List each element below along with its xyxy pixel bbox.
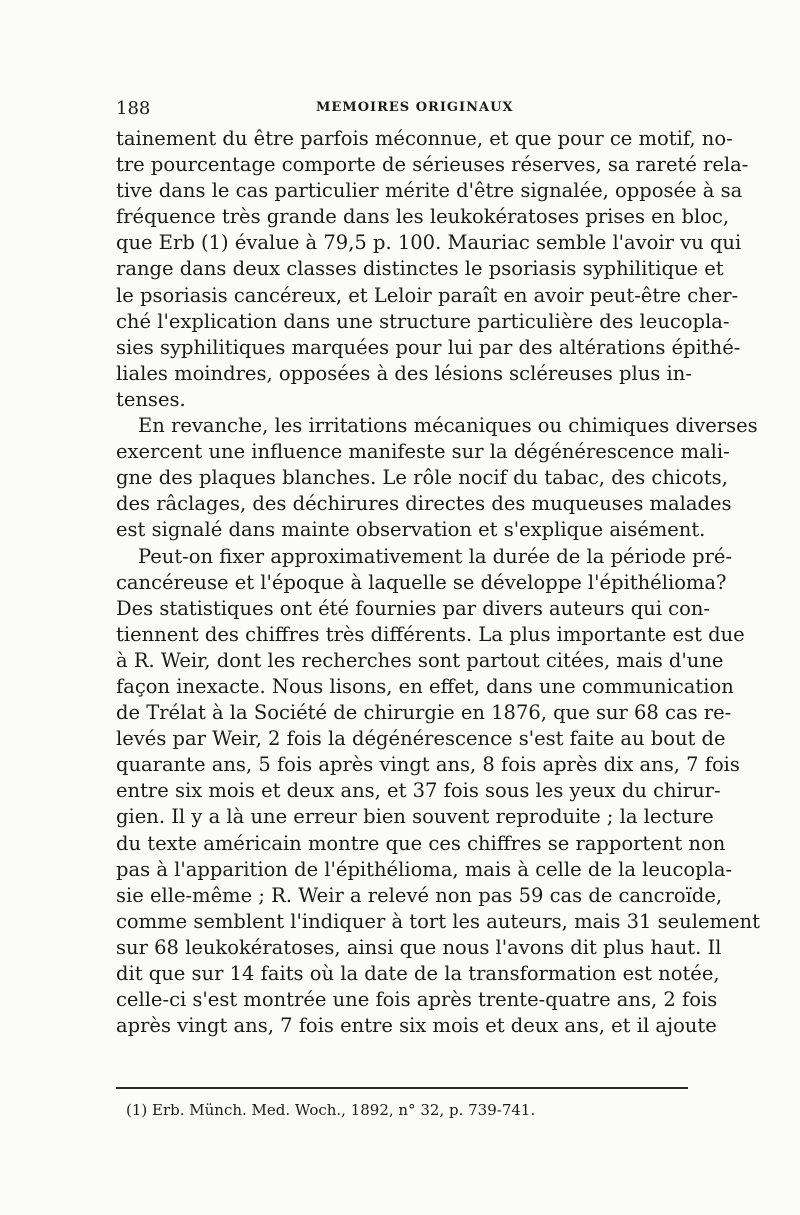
running-title: MEMOIRES ORIGINAUX [316,100,514,115]
text-line: cancéreuse et l'époque à laquelle se développe l'épithélioma? [116,570,727,594]
text-line: sie elle-même ; R. Weir a relevé non pas 59 cas de cancroïde, [116,883,723,907]
paragraph-end-line: tenses. [116,387,186,411]
text-line: pas à l'apparition de l'épithélioma, mais à celle de la leucopla- [116,857,733,881]
text-line: fréquence très grande dans les leukokératoses prises en bloc, [116,205,730,229]
body-text [116,126,760,1039]
page-number: 188 [116,98,151,119]
text-line: sies syphilitiques marquées pour lui par des altérations épithé- [116,335,741,359]
text-line: sur 68 leukokératoses, ainsi que nous l'avons dit plus haut. Il [116,935,722,959]
text-line: tainement du être parfois méconnue, et que pour ce motif, no- [116,127,733,150]
text-line: levés par Weir, 2 fois la dégénérescence s'est faite au bout de [116,727,726,751]
text-line: tiennent des chiffres très différents. La plus importante est due [116,622,745,646]
text-line: après vingt ans, 7 fois entre six mois et deux ans, et il ajoute [116,1014,717,1038]
text-line: de Trélat à la Société de chirurgie en 1876, que sur 68 cas re- [116,701,732,725]
text-line: façon inexacte. Nous lisons, en effet, dans une communication [116,674,734,698]
text-line: Des statistiques ont été fournies par divers auteurs qui con- [116,596,710,620]
text-line: range dans deux classes distinctes le psoriasis syphilitique et [116,257,724,281]
paragraph-start-line: En revanche, les irritations mécaniques ou chimiques diverses [138,414,758,438]
text-line: ché l'explication dans une structure particulière des leucopla- [116,309,730,333]
footnote-divider [116,1087,688,1089]
text-line: gien. Il y a là une erreur bien souvent reproduite ; la lecture [116,805,714,829]
text-line: quarante ans, 5 fois après vingt ans, 8 fois après dix ans, 7 fois [116,753,740,777]
text-line: dit que sur 14 faits où la date de la transformation est notée, [116,962,720,985]
text-line: à R. Weir, dont les recherches sont partout citées, mais d'une [116,648,724,672]
text-line: que Erb (1) évalue à 79,5 p. 100. Mauriac semble l'avoir vu qui [116,231,742,255]
text-line: des râclages, des déchirures directes des muqueuses malades [116,492,732,516]
text-line: gne des plaques blanches. Le rôle nocif du tabac, des chicots, [116,466,728,490]
footnote: (1) Erb. Münch. Med. Woch., 1892, n° 32, p. 739-741. [126,1101,536,1119]
text-line: liales moindres, opposées à des lésions scléreuses plus in- [116,361,692,385]
text-line: le psoriasis cancéreux, et Leloir paraît en avoir peut-être cher- [116,283,739,307]
page-header [116,98,686,122]
text-line: celle-ci s'est montrée une fois après trente-quatre ans, 2 fois [116,988,718,1012]
text-line: exercent une influence manifeste sur la dégénérescence mali- [116,440,730,464]
text-line: du texte américain montre que ces chiffres se rapportent non [116,831,726,855]
text-line: tre pourcentage comporte de sérieuses réserves, sa rareté rela- [116,153,749,177]
text-line: comme semblent l'indiquer à tort les auteurs, mais 31 seulement [116,909,760,933]
text-line: tive dans le cas particulier mérite d'être signalée, opposée à sa [116,179,743,203]
paragraph-end-line: est signalé dans mainte observation et s'explique aisément. [116,518,706,542]
paragraph-start-line: Peut-on fixer approximativement la durée de la période pré- [138,544,733,568]
text-line: entre six mois et deux ans, et 37 fois sous les yeux du chirur- [116,779,721,803]
